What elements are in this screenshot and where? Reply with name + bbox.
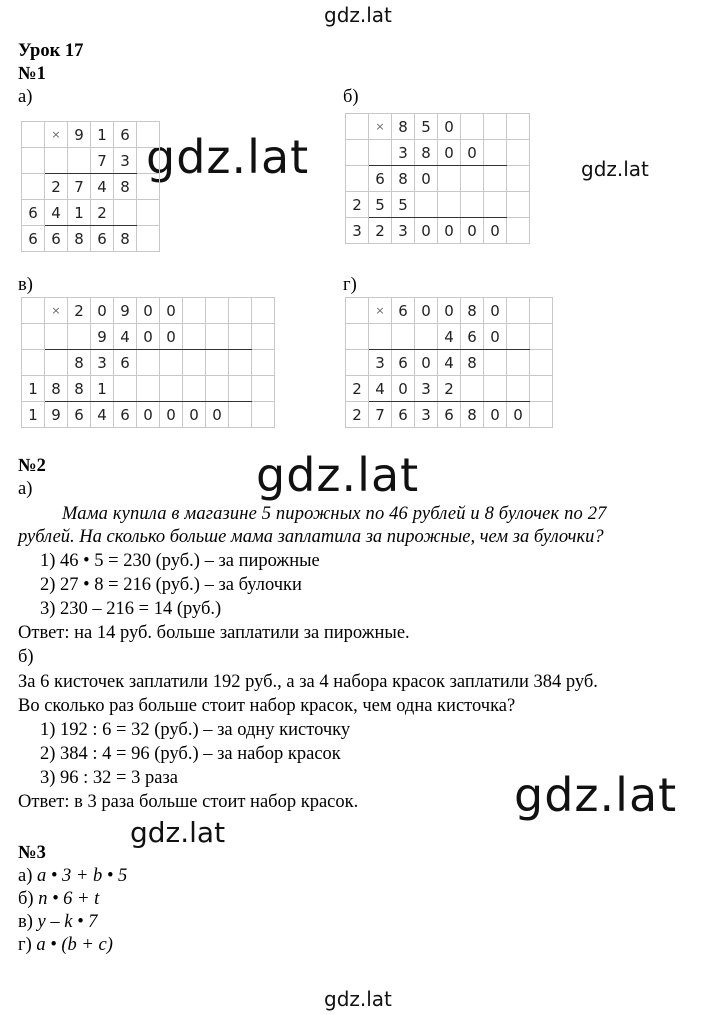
grid-row	[22, 200, 160, 226]
grid-cell: 1	[91, 376, 114, 402]
grid-cell	[137, 148, 160, 174]
grid-cell	[346, 350, 369, 376]
grid-cell	[114, 200, 137, 226]
task2-b-label: б)	[18, 647, 34, 667]
grid-cell	[137, 350, 160, 376]
task1-b-label: б)	[343, 87, 359, 107]
task3-item-b	[18, 888, 99, 910]
grid-cell: 9	[45, 402, 68, 428]
grid-cell	[229, 402, 252, 428]
grid-cell: 8	[68, 350, 91, 376]
grid-cell: 6	[114, 122, 137, 148]
grid-cell: 3	[91, 350, 114, 376]
grid-cell	[22, 122, 45, 148]
grid-cell: 0	[137, 298, 160, 324]
grid-cell	[484, 192, 507, 218]
grid-row	[346, 324, 553, 350]
grid-cell	[229, 376, 252, 402]
grid-cell: 6	[392, 298, 415, 324]
grid-cell: 0	[392, 376, 415, 402]
grid-row	[22, 402, 275, 428]
grid-cell	[415, 192, 438, 218]
grid-cell	[229, 350, 252, 376]
grid-cell: 1	[22, 402, 45, 428]
task3-item-a	[18, 865, 127, 887]
grid-cell: 6	[114, 350, 137, 376]
grid-cell	[530, 324, 553, 350]
task3-item-expr: a • (b + c)	[36, 935, 113, 955]
task2-number: №2	[18, 456, 46, 476]
grid-cell: 4	[438, 350, 461, 376]
grid-cell	[507, 192, 530, 218]
grid-cell: 1	[22, 376, 45, 402]
task2-a-problem-line2: рублей. На сколько больше мама заплатила за пирожные, чем за булочки?	[18, 527, 604, 547]
task1-number: №1	[18, 64, 46, 84]
grid-cell: 6	[114, 402, 137, 428]
grid-cell	[252, 350, 275, 376]
multiply-sign: ×	[45, 298, 68, 324]
grid-cell: 4	[91, 174, 114, 200]
grid-row	[346, 140, 530, 166]
grid-row	[346, 376, 553, 402]
grid-cell	[484, 350, 507, 376]
task2-a-step-3: 3) 230 – 216 = 14 (руб.)	[40, 599, 222, 619]
grid-cell: 8	[114, 174, 137, 200]
grid-cell	[507, 218, 530, 244]
task3-item-expr: y – k • 7	[37, 912, 98, 932]
grid-cell: 9	[91, 324, 114, 350]
grid-cell: 0	[461, 218, 484, 244]
task3-item-label: в)	[18, 912, 38, 932]
grid-cell: 3	[415, 402, 438, 428]
grid-cell: 4	[438, 324, 461, 350]
grid-row	[22, 226, 160, 252]
grid-row	[346, 298, 553, 324]
grid-row	[346, 402, 553, 428]
grid-cell	[530, 350, 553, 376]
grid-cell: 7	[369, 402, 392, 428]
grid-row	[22, 122, 160, 148]
grid-cell: 8	[415, 140, 438, 166]
grid-cell	[461, 114, 484, 140]
grid-cell: 6	[91, 226, 114, 252]
watermark-bottom: gdz.lat	[324, 987, 392, 1011]
watermark-5: gdz.lat	[130, 816, 226, 849]
task3-item-expr: a • 3 + b • 5	[37, 866, 128, 886]
grid-cell: 6	[392, 402, 415, 428]
watermark-top: gdz.lat	[324, 3, 392, 27]
grid-cell	[22, 324, 45, 350]
grid-row	[346, 350, 553, 376]
grid-cell	[369, 140, 392, 166]
grid-cell: 8	[68, 226, 91, 252]
grid-cell: 6	[45, 226, 68, 252]
grid-row	[22, 350, 275, 376]
grid-cell: 8	[392, 166, 415, 192]
grid-cell	[507, 324, 530, 350]
grid-cell: 9	[114, 298, 137, 324]
grid-cell	[137, 200, 160, 226]
multiplication-grid-v	[21, 297, 275, 428]
grid-cell: 6	[22, 200, 45, 226]
grid-cell	[392, 324, 415, 350]
grid-cell: 4	[91, 402, 114, 428]
grid-cell	[183, 298, 206, 324]
grid-cell	[530, 376, 553, 402]
multiply-sign: ×	[45, 122, 68, 148]
grid-cell: 0	[438, 218, 461, 244]
grid-cell: 8	[461, 350, 484, 376]
grid-cell: 3	[114, 148, 137, 174]
grid-cell: 2	[438, 376, 461, 402]
task3-item-label: б)	[18, 889, 39, 909]
grid-cell	[22, 350, 45, 376]
grid-cell: 3	[415, 376, 438, 402]
grid-cell	[160, 350, 183, 376]
grid-cell	[346, 114, 369, 140]
grid-cell	[68, 148, 91, 174]
grid-cell	[206, 350, 229, 376]
grid-row	[22, 148, 160, 174]
task2-a-step-1: 1) 46 • 5 = 230 (руб.) – за пирожные	[40, 551, 320, 571]
grid-row	[346, 166, 530, 192]
grid-cell: 5	[392, 192, 415, 218]
grid-cell	[507, 298, 530, 324]
grid-cell	[45, 148, 68, 174]
grid-cell	[45, 324, 68, 350]
grid-cell: 1	[91, 122, 114, 148]
grid-cell: 4	[114, 324, 137, 350]
grid-cell	[22, 174, 45, 200]
grid-cell: 5	[369, 192, 392, 218]
multiplication-grid-b	[345, 113, 530, 244]
task2-a-step-2: 2) 27 • 8 = 216 (руб.) – за булочки	[40, 575, 302, 595]
grid-cell: 0	[484, 218, 507, 244]
grid-cell: 0	[415, 218, 438, 244]
task2-a-label: а)	[18, 479, 33, 499]
grid-cell: 0	[137, 324, 160, 350]
grid-cell	[252, 324, 275, 350]
grid-cell: 2	[45, 174, 68, 200]
grid-cell	[68, 324, 91, 350]
grid-cell	[22, 148, 45, 174]
multiplication-grid-a	[21, 121, 160, 252]
grid-cell	[229, 298, 252, 324]
grid-cell	[530, 402, 553, 428]
task2-b-problem-line1: За 6 кисточек заплатили 192 руб., а за 4 набора красок заплатили 384 руб.	[18, 672, 598, 692]
grid-row	[346, 114, 530, 140]
grid-cell	[346, 140, 369, 166]
task1-g-label: г)	[343, 275, 357, 295]
task1-a-label: а)	[18, 87, 33, 107]
task2-b-step-2: 2) 384 : 4 = 96 (руб.) – за набор красок	[40, 744, 341, 764]
grid-cell: 0	[160, 402, 183, 428]
grid-cell	[438, 192, 461, 218]
grid-cell	[183, 350, 206, 376]
task3-item-expr: n • 6 + t	[38, 889, 100, 909]
grid-cell: 6	[68, 402, 91, 428]
grid-cell: 1	[68, 200, 91, 226]
grid-cell	[484, 376, 507, 402]
grid-cell: 6	[369, 166, 392, 192]
grid-cell	[206, 298, 229, 324]
grid-cell	[137, 174, 160, 200]
watermark-3: gdz.lat	[256, 448, 420, 502]
multiply-sign: ×	[369, 114, 392, 140]
grid-cell: 0	[206, 402, 229, 428]
grid-cell	[507, 114, 530, 140]
grid-cell	[369, 324, 392, 350]
grid-row	[346, 192, 530, 218]
grid-cell	[346, 298, 369, 324]
grid-cell	[346, 324, 369, 350]
grid-cell: 5	[415, 114, 438, 140]
grid-cell	[252, 298, 275, 324]
grid-cell	[507, 140, 530, 166]
grid-row	[22, 298, 275, 324]
task2-b-step-1: 1) 192 : 6 = 32 (руб.) – за одну кисточку	[40, 720, 351, 740]
grid-cell	[229, 324, 252, 350]
task3-item-label: а)	[18, 866, 37, 886]
grid-cell: 8	[461, 298, 484, 324]
grid-cell: 8	[114, 226, 137, 252]
task3-item-v	[18, 911, 97, 933]
grid-cell	[507, 166, 530, 192]
grid-cell: 4	[45, 200, 68, 226]
grid-cell: 0	[91, 298, 114, 324]
grid-cell: 2	[346, 376, 369, 402]
watermark-1: gdz.lat	[146, 130, 310, 184]
grid-cell	[461, 166, 484, 192]
grid-cell	[415, 324, 438, 350]
grid-cell: 6	[461, 324, 484, 350]
grid-cell	[160, 376, 183, 402]
grid-cell: 3	[392, 218, 415, 244]
task2-b-step-3: 3) 96 : 32 = 3 раза	[40, 768, 178, 788]
grid-cell: 7	[68, 174, 91, 200]
grid-cell	[206, 376, 229, 402]
grid-cell	[461, 376, 484, 402]
grid-cell: 8	[392, 114, 415, 140]
grid-cell: 0	[438, 298, 461, 324]
grid-cell: 6	[22, 226, 45, 252]
grid-cell: 6	[392, 350, 415, 376]
grid-cell: 0	[160, 324, 183, 350]
grid-cell: 0	[484, 298, 507, 324]
grid-cell	[137, 376, 160, 402]
grid-cell	[114, 376, 137, 402]
task2-b-problem-line2: Во сколько раз больше стоит набор красок, чем одна кисточка?	[18, 696, 516, 716]
grid-cell: 2	[68, 298, 91, 324]
grid-cell	[252, 402, 275, 428]
grid-cell	[22, 298, 45, 324]
grid-cell: 0	[484, 402, 507, 428]
task3-item-label: г)	[18, 935, 37, 955]
grid-cell	[484, 114, 507, 140]
multiplication-grid-g	[345, 297, 553, 428]
grid-cell	[206, 324, 229, 350]
grid-cell	[137, 122, 160, 148]
grid-cell: 0	[415, 166, 438, 192]
grid-cell	[252, 376, 275, 402]
grid-cell: 0	[415, 350, 438, 376]
grid-row	[22, 324, 275, 350]
grid-row	[22, 174, 160, 200]
grid-cell: 0	[484, 324, 507, 350]
grid-cell	[438, 166, 461, 192]
grid-cell: 2	[346, 402, 369, 428]
grid-cell	[461, 192, 484, 218]
grid-cell: 4	[369, 376, 392, 402]
grid-cell: 8	[68, 376, 91, 402]
grid-cell: 0	[415, 298, 438, 324]
grid-cell	[183, 324, 206, 350]
grid-cell	[346, 166, 369, 192]
grid-cell: 2	[369, 218, 392, 244]
task2-b-answer: Ответ: в 3 раза больше стоит набор красок.	[18, 792, 359, 812]
grid-cell: 3	[346, 218, 369, 244]
grid-cell	[507, 350, 530, 376]
grid-cell: 8	[45, 376, 68, 402]
grid-cell: 0	[507, 402, 530, 428]
grid-cell: 0	[160, 298, 183, 324]
grid-cell: 3	[369, 350, 392, 376]
task2-a-answer: Ответ: на 14 руб. больше заплатили за пирожные.	[18, 623, 410, 643]
grid-cell	[45, 350, 68, 376]
grid-cell: 0	[438, 114, 461, 140]
grid-cell: 7	[91, 148, 114, 174]
grid-row	[346, 218, 530, 244]
grid-cell	[183, 376, 206, 402]
grid-cell: 9	[68, 122, 91, 148]
grid-cell: 6	[438, 402, 461, 428]
task1-v-label: в)	[18, 275, 33, 295]
grid-cell: 3	[392, 140, 415, 166]
grid-cell: 2	[346, 192, 369, 218]
task3-number: №3	[18, 843, 46, 863]
grid-cell: 8	[461, 402, 484, 428]
multiply-sign: ×	[369, 298, 392, 324]
grid-cell	[484, 166, 507, 192]
watermark-4: gdz.lat	[514, 768, 678, 822]
lesson-title: Урок 17	[18, 41, 84, 61]
task2-a-problem-line1: Мама купила в магазине 5 пирожных по 46 рублей и 8 булочек по 27	[62, 504, 607, 524]
grid-cell	[530, 298, 553, 324]
task3-item-g	[18, 934, 113, 956]
grid-cell: 2	[91, 200, 114, 226]
watermark-2: gdz.lat	[581, 157, 649, 181]
grid-cell: 0	[461, 140, 484, 166]
grid-cell: 0	[438, 140, 461, 166]
grid-cell	[137, 226, 160, 252]
grid-cell	[507, 376, 530, 402]
grid-cell	[484, 140, 507, 166]
grid-cell: 0	[183, 402, 206, 428]
grid-cell: 0	[137, 402, 160, 428]
grid-row	[22, 376, 275, 402]
